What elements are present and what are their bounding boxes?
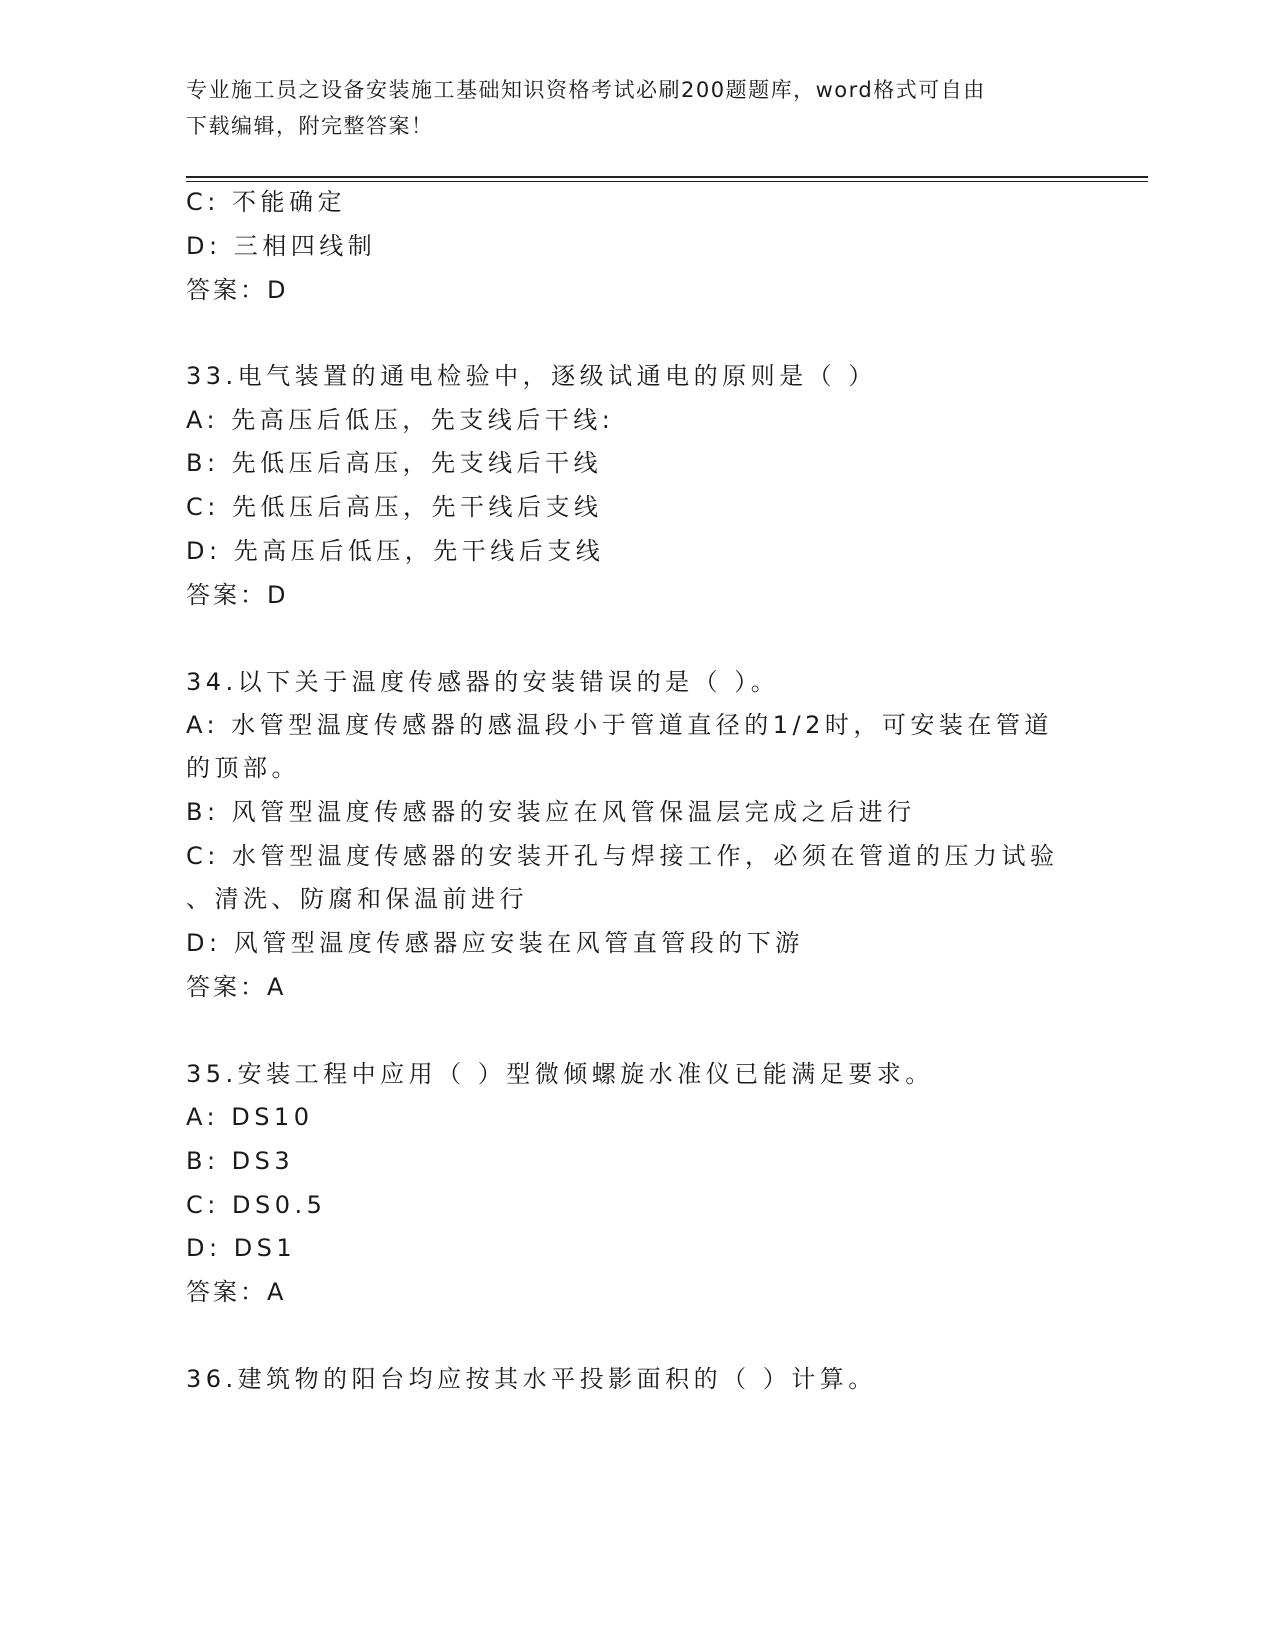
answer-line: 答案：D [186, 276, 289, 304]
option-line: C: 水管型温度传感器的安装开孔与焊接工作，必须在管道的压力试验 [186, 842, 1059, 870]
option-line: D: DS1 [186, 1234, 297, 1262]
answer-line: 答案：A [186, 973, 287, 1001]
option-line: B: DS3 [186, 1147, 295, 1175]
question-text: 36.建筑物的阳台均应按其水平投影面积的（ ）计算。 [186, 1365, 877, 1393]
option-line: A: DS10 [186, 1103, 314, 1131]
question-text: 35.安装工程中应用（ ）型微倾螺旋水准仪已能满足要求。 [186, 1060, 934, 1088]
answer-line: 答案：A [186, 1278, 287, 1306]
option-line: C: 先低压后高压，先干线后支线 [186, 493, 603, 521]
option-continuation-line: 的顶部。 [186, 754, 300, 782]
option-line: B: 风管型温度传感器的安装应在风管保温层完成之后进行 [186, 798, 916, 826]
question-text: 34.以下关于温度传感器的安装错误的是（ ）。 [186, 668, 780, 696]
option-line: A: 水管型温度传感器的感温段小于管道直径的1/2时，可安装在管道 [186, 711, 1053, 739]
option-line: D: 三相四线制 [186, 232, 377, 260]
answer-line: 答案：D [186, 581, 289, 609]
option-line: D: 先高压后低压，先干线后支线 [186, 537, 605, 565]
option-line: B: 先低压后高压，先支线后干线 [186, 449, 603, 477]
question-text: 33.电气装置的通电检验中，逐级试通电的原则是（ ） [186, 362, 877, 390]
option-line: A: 先高压后低压，先支线后干线: [186, 406, 615, 434]
option-line: C: 不能确定 [186, 188, 346, 216]
option-line: D: 风管型温度传感器应安装在风管直管段的下游 [186, 929, 804, 957]
page-header [186, 72, 1086, 144]
header-title-line-1: 专业施工员之设备安装施工基础知识资格考试必刷200题题库，word格式可自由 [186, 78, 986, 102]
option-continuation-line: 、清洗、防腐和保温前进行 [186, 885, 528, 913]
header-title-line-2: 下载编辑，附完整答案！ [186, 114, 434, 138]
option-line: C: DS0.5 [186, 1191, 327, 1219]
